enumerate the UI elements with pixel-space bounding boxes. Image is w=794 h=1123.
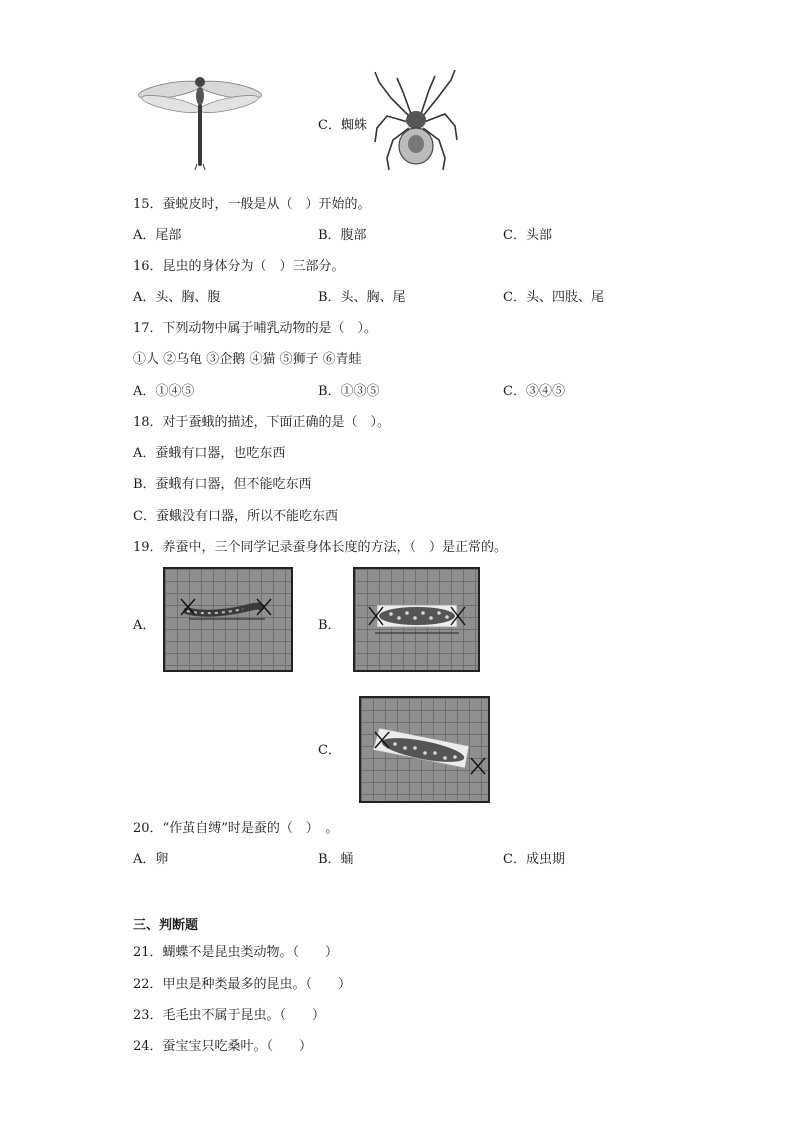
q15-option-c[interactable]: C．头部 [503,228,552,243]
q16-option-a[interactable]: A．头、胸、腹 [133,290,221,305]
q19-option-b[interactable]: B． [318,618,341,633]
silkworm-grid-photo-a [163,567,293,672]
q17-option-b[interactable]: B．①③⑤ [318,384,380,399]
spider-image [373,68,459,176]
q18-option-b[interactable]: B．蚕蛾有口器，但不能吃东西 [133,477,312,492]
tf-item-21[interactable]: 21．蝴蝶不是昆虫类动物。（ ） [133,945,339,960]
q14-option-c: C．蜘蛛 [318,118,367,133]
dragonfly-image [137,70,263,170]
q20-option-c[interactable]: C．成虫期 [503,852,565,867]
q18-option-a[interactable]: A．蚕蛾有口器，也吃东西 [133,446,286,461]
q16-question: 16．昆虫的身体分为（ ）三部分。 [133,259,345,274]
q19-question: 19．养蚕中，三个同学记录蚕身体长度的方法，（ ）是正常的。 [133,540,508,555]
q17-question: 17．下列动物中属于哺乳动物的是（ ）。 [133,321,378,336]
q17-option-a[interactable]: A．①④⑤ [133,384,195,399]
q18-question: 18．对于蚕蛾的描述，下面正确的是（ ）。 [133,415,391,430]
q15-question: 15．蚕蜕皮时，一般是从（ ）开始的。 [133,197,371,212]
silkworm-grid-photo-c [359,696,490,803]
tf-item-23[interactable]: 23．毛毛虫不属于昆虫。（ ） [133,1008,326,1023]
q18-option-c[interactable]: C．蚕蛾没有口器，所以不能吃东西 [133,509,338,524]
q19-option-a[interactable]: A． [133,618,156,633]
q17-option-c[interactable]: C．③④⑤ [503,384,565,399]
tf-item-22[interactable]: 22．甲虫是种类最多的昆虫。（ ） [133,977,352,992]
q20-option-a[interactable]: A．卵 [133,852,169,867]
q15-option-b[interactable]: B．腹部 [318,228,367,243]
tf-item-24[interactable]: 24．蚕宝宝只吃桑叶。（ ） [133,1039,313,1054]
section-heading: 三、判断题 [133,918,199,933]
q16-option-c[interactable]: C．头、四肢、尾 [503,290,604,305]
q16-option-b[interactable]: B．头、胸、尾 [318,290,406,305]
q15-option-a[interactable]: A．尾部 [133,228,182,243]
q17-animal-list: ①人 ②乌龟 ③企鹅 ④猫 ⑤狮子 ⑥青蛙 [133,352,362,367]
q19-option-c[interactable]: C． [318,743,341,758]
q20-question: 20．“作茧自缚”时是蚕的（ ） 。 [133,821,339,836]
silkworm-grid-photo-b [353,567,480,672]
q20-option-b[interactable]: B．蛹 [318,852,354,867]
